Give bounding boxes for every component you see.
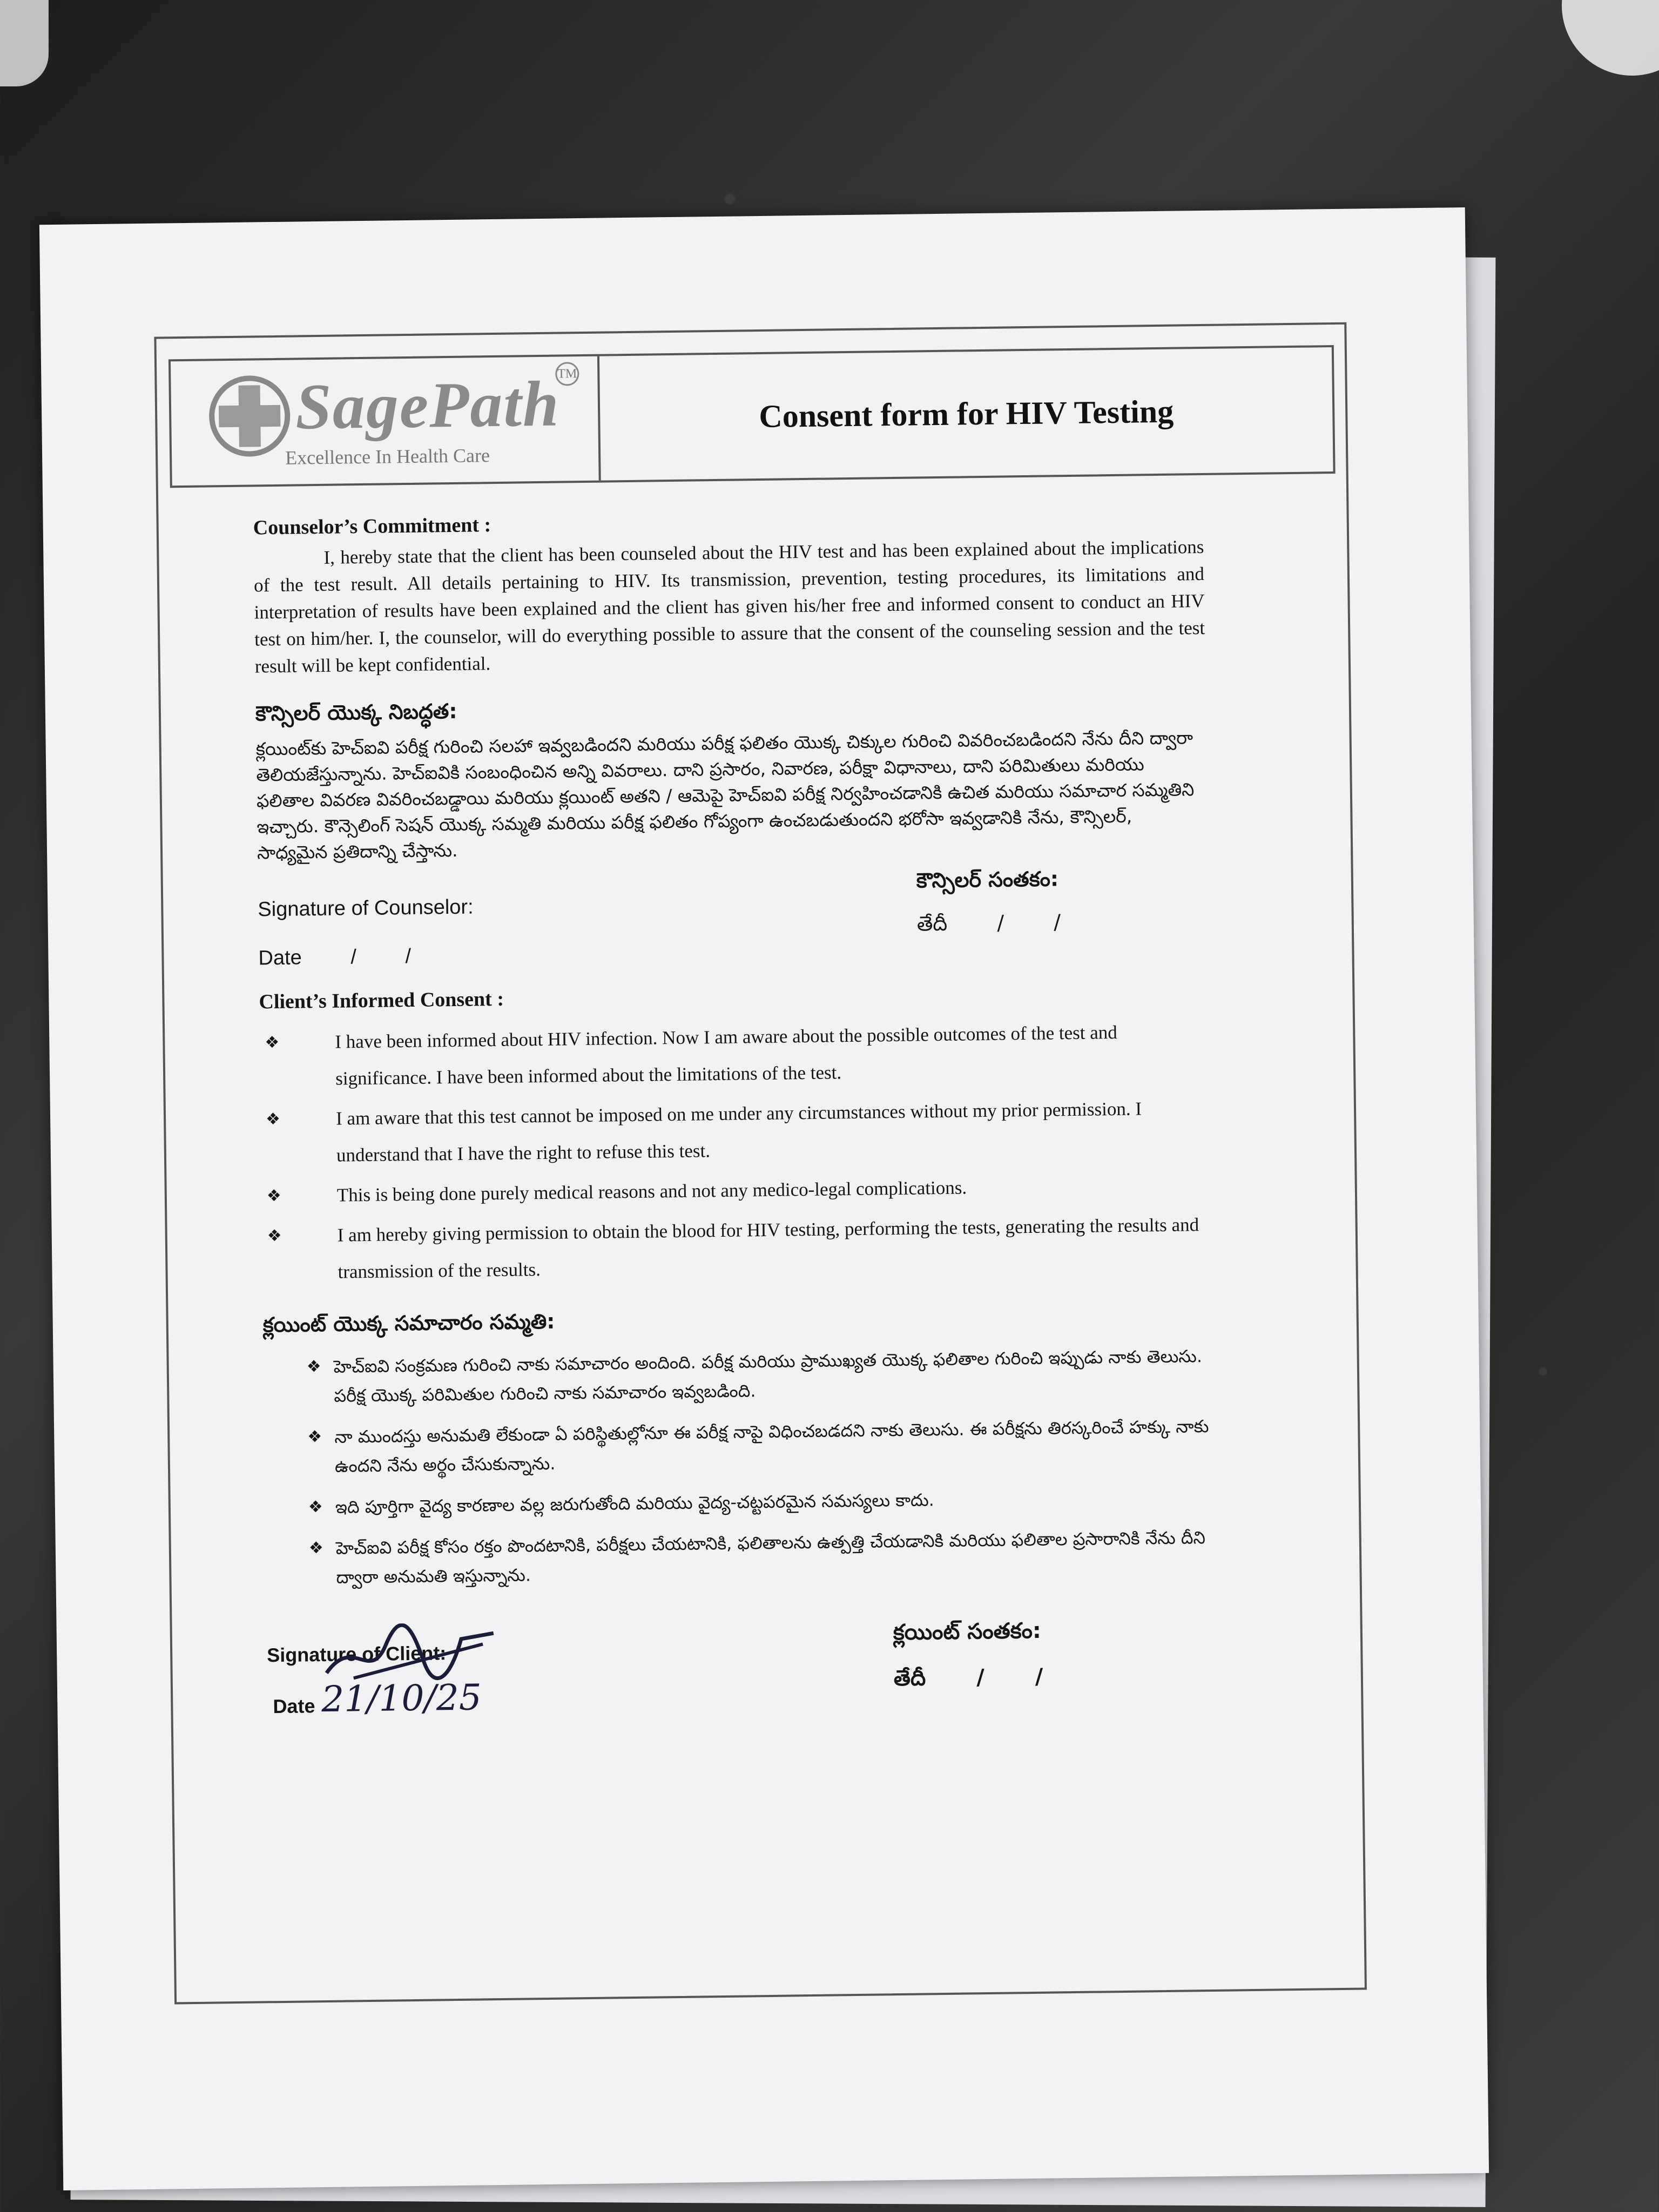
date-label-telugu: తేదీ (893, 1665, 926, 1691)
diamond-bullet-icon: ❖ (265, 1033, 280, 1053)
counselor-paragraph: I, hereby state that the client has been counseled about the HIV test and has been explained about the implications of the test result. All details pertaining to HIV. Its transmission, prevention, testing procedures, its limitations and interpretation of results have been explained and the client has given his/her free and informed consent to conduct an HIV test on him/her. I, the counselor, will do everything possible to assure that the consent of the counseling session and the test result will be kept confidential. (253, 536, 1205, 677)
client-signature-block (266, 1603, 1218, 1744)
counselor-signature-label[interactable]: Signature of Counselor: (258, 895, 474, 921)
client-signature-label-telugu[interactable]: క్లయింట్ సంతకం: (893, 1618, 1042, 1645)
date-separator: / (1053, 910, 1061, 934)
medical-cross-icon (208, 375, 291, 457)
logo-name: SagePath (295, 367, 561, 443)
diamond-bullet-icon: ❖ (267, 1226, 282, 1246)
date-separator: / (350, 946, 357, 969)
diamond-bullet-icon: ❖ (307, 1427, 322, 1447)
list-item: ❖ హెచ్ఐవి సంక్రమణ గురించి నాకు సమాచారం అందింది. పరీక్ష మరియు ప్రాముఖ్యత యొక్క ఫలితాల గురించి ఇప్పుడు నాకు తెలుసు. పరీక్ష యొక్క పరిమితుల గురించి నాకు సమాచారం ఇవ్వబడింది. (306, 1346, 1203, 1406)
counselor-paragraph-telugu: క్లయింట్‌కు హెచ్ఐవి పరీక్ష గురించి సలహా ఇవ్వబడిందని మరియు పరీక్ష ఫలితం యొక్క చిక్కుల గురించి వివరించబడిందని నేను దీని ద్వారా తెలియజేస్తున్నాను. హెచ్ఐవికి సంబంధించిన అన్ని వివరాలు. దాని ప్రసారం, నివారణ, పరీక్షా విధానాలు, దాని పరిమితులు మరియు ఫలితాల వివరణ వివరించబడ్డాయి మరియు క్లయింట్ అతని / ఆమెపై హెచ్ఐవి పరీక్ష నిర్వహించడానికి ఉచిత మరియు సమాచార సమ్మతిని ఇచ్చారు. కౌన్సెలింగ్ సెషన్ యొక్క సమ్మతి మరియు పరీక్ష ఫలితం గోప్యంగా ఉంచబడుతుందని భరోసా ఇవ్వడానికి నేను, కౌన్సిలర్, సాధ్యమైన ప్రతిదాన్ని చేస్తాను. (255, 727, 1195, 864)
date-separator: / (405, 945, 412, 968)
client-consent-heading-telugu: క్లయింట్ యొక్క సమాచారం సమ్మతి: (262, 1309, 555, 1337)
client-consent-heading: Client’s Informed Consent : (259, 987, 504, 1014)
client-date-field-telugu[interactable] (894, 1664, 1043, 1696)
logo (171, 356, 601, 486)
counselor-signature-block (258, 865, 1209, 990)
list-item: ❖ ఇది పూర్తిగా వైద్య కారణాల వల్ల జరుగుతోంది మరియు వైద్య-చట్టపరమైన సమస్యలు కాదు. (265, 1482, 1216, 1522)
client-date-label[interactable]: Date (273, 1695, 315, 1718)
background-object (0, 0, 49, 86)
date-separator: / (976, 1665, 985, 1690)
list-item: ❖ హెచ్ఐవి పరీక్ష కోసం రక్తం పొందటానికి, పరీక్షలు చేయటానికి, ఫలితాలను ఉత్పత్తి చేయడానికి మరియు ఫలితాల ప్రసారానికి నేను దీని ద్వారా అనుమతి ఇస్తున్నాను. (308, 1527, 1206, 1588)
counselor-signature-label-telugu[interactable]: కౌన్సిలర్ సంతకం: (916, 867, 1059, 893)
diamond-bullet-icon: ❖ (308, 1498, 323, 1517)
date-label: Date (258, 946, 302, 970)
counselor-date-field-telugu[interactable] (917, 910, 1061, 941)
counselor-date-field[interactable] (258, 945, 411, 970)
form-title: Consent form for HIV Testing (758, 393, 1174, 434)
consent-form-sheet (39, 207, 1489, 2190)
client-consent-list-telugu (263, 1341, 1216, 1593)
form-border (154, 322, 1367, 2005)
client-consent-list (259, 1013, 1213, 1291)
date-label-telugu: తేదీ (916, 911, 948, 936)
diamond-bullet-icon: ❖ (308, 1539, 323, 1558)
handwritten-date: 21/10/25 (321, 1676, 482, 1721)
form-header (168, 345, 1336, 488)
counselor-heading: Counselor’s Commitment : (253, 514, 491, 539)
diamond-bullet-icon: ❖ (266, 1186, 281, 1206)
list-item: ❖ I have been informed about HIV infection. Now I am aware about the possible outcomes of the test and significance. I have been informed about the limitations of the test. (265, 1021, 1118, 1089)
list-item: ❖ This is being done purely medical reasons and not any medico-legal complications. (261, 1166, 1212, 1215)
trademark-badge: TM (555, 362, 579, 386)
client-signature-label[interactable]: Signature of Client: (267, 1642, 447, 1667)
date-separator: / (997, 911, 1004, 935)
diamond-bullet-icon: ❖ (306, 1357, 321, 1377)
background-plate (1562, 0, 1659, 76)
list-item: ❖ I am hereby giving permission to obtain the blood for HIV testing, performing the tests, generating the results and transmission of the results. (267, 1214, 1199, 1283)
form-body (253, 504, 1218, 1744)
diamond-bullet-icon: ❖ (265, 1109, 281, 1129)
list-item: ❖ I am aware that this test cannot be imposed on me under any circumstances without my prior permission. I understand that I have the right to refuse this test. (265, 1098, 1142, 1166)
date-separator: / (1035, 1664, 1043, 1689)
logo-tagline: Excellence In Health Care (285, 444, 490, 469)
list-item: ❖ నా ముందస్తు అనుమతి లేకుండా ఏ పరిస్థితుల్లోనూ ఈ పరీక్ష నాపై విధించబడదని నాకు తెలుసు. ఈ పరీక్షను తిరస్కరించే హక్కు నాకు ఉందని నేను అర్థం చేసుకున్నాను. (307, 1415, 1209, 1476)
counselor-heading-telugu: కౌన్సిలర్ యొక్క నిబద్ధత: (255, 699, 457, 726)
